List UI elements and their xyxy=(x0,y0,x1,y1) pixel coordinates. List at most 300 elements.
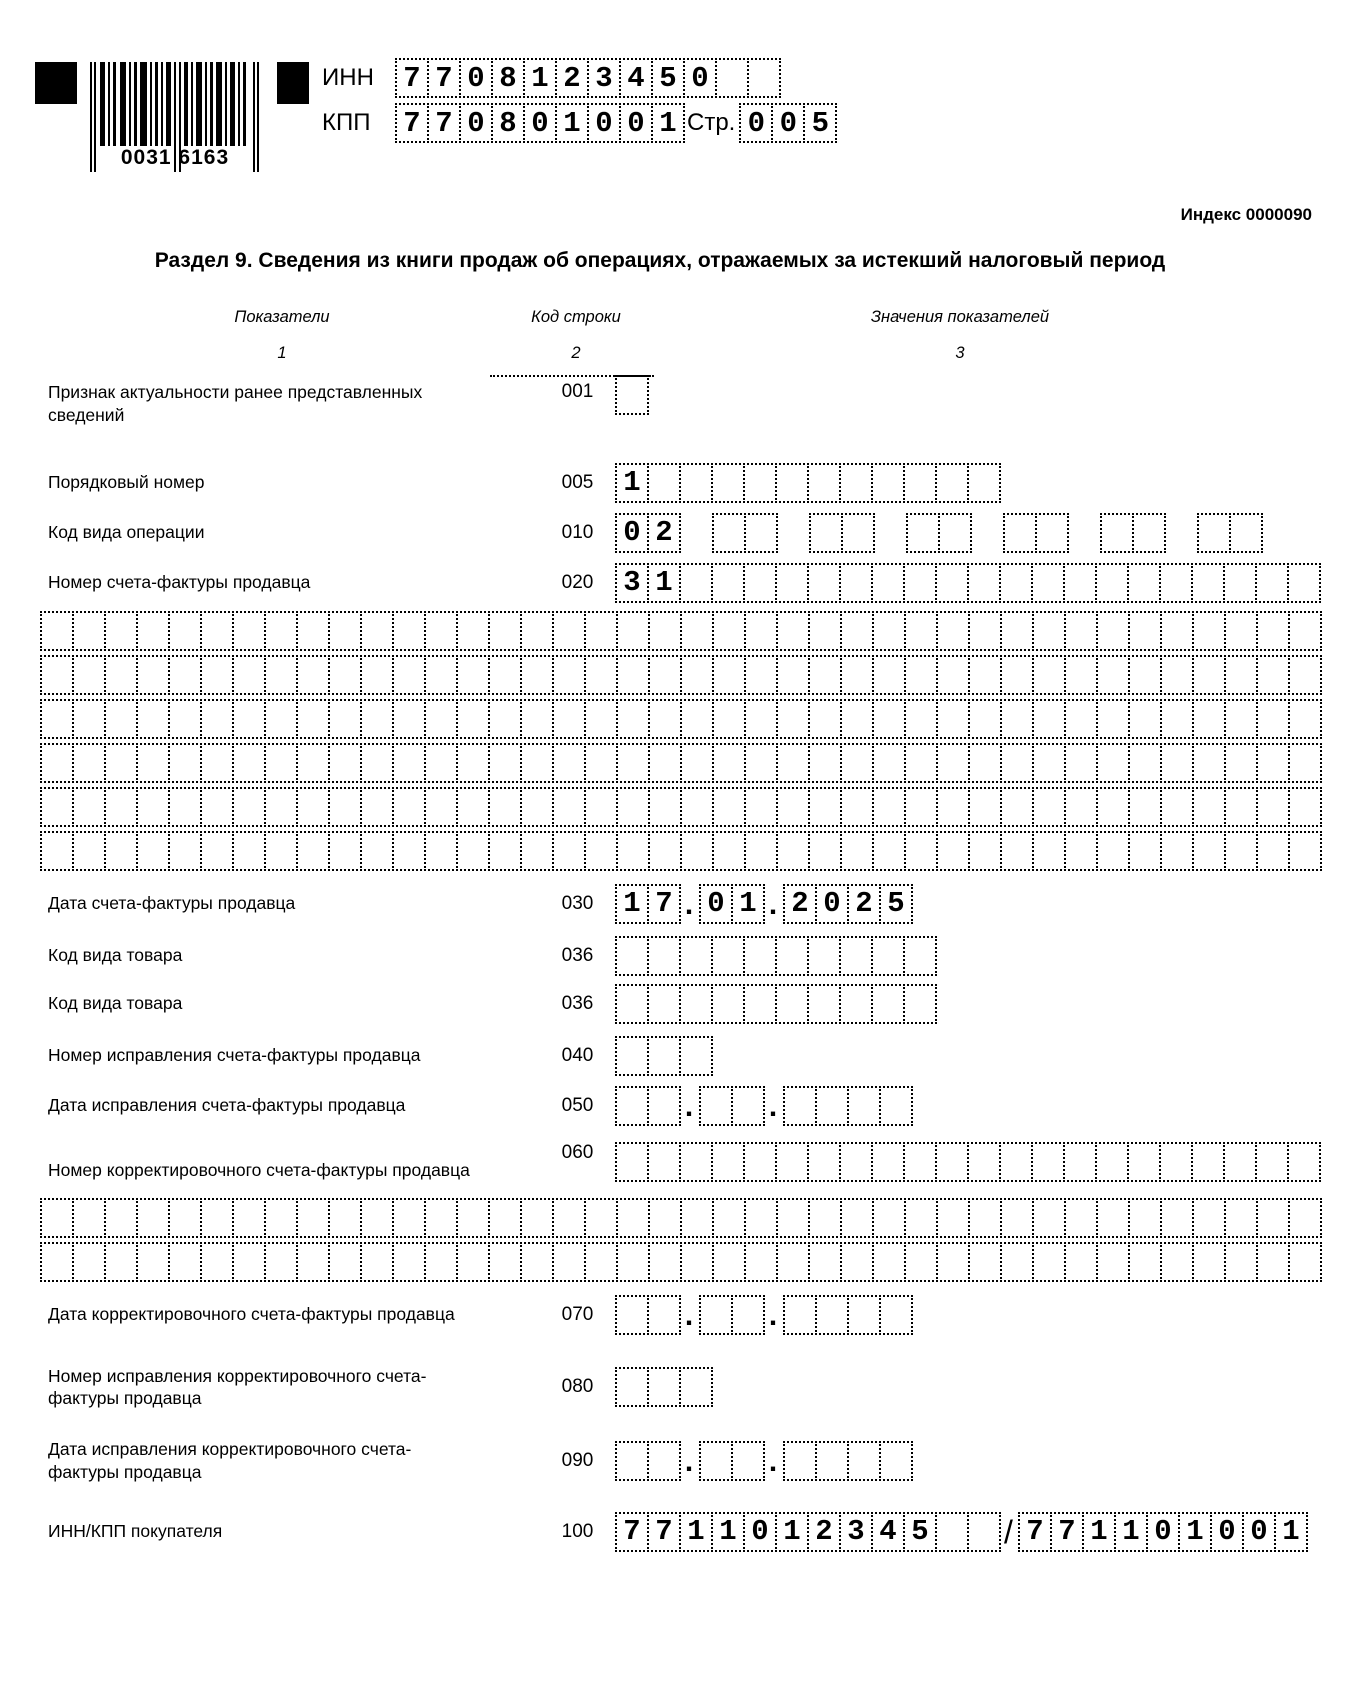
form-body xyxy=(40,375,1322,1562)
digit-cell xyxy=(616,743,650,783)
field-label: Номер исправления счета-фактуры продавца xyxy=(48,1045,421,1066)
digit-cell xyxy=(168,1198,202,1238)
digit-cell: 0 xyxy=(619,103,653,143)
digit-cell xyxy=(168,611,202,651)
digit-cell xyxy=(871,936,905,976)
digit-cell: 7 xyxy=(647,1512,681,1552)
col-2-number: 2 xyxy=(571,344,581,362)
cell-group xyxy=(40,655,1320,695)
digit-cell xyxy=(456,1242,490,1282)
digit-cell xyxy=(1000,655,1034,695)
col-values-label: Значения показателей xyxy=(870,308,1050,326)
digit-cell xyxy=(392,787,426,827)
digit-cell xyxy=(699,1441,733,1481)
digit-cell xyxy=(104,787,138,827)
digit-cell xyxy=(136,1198,170,1238)
digit-cell xyxy=(1128,1242,1162,1282)
digit-cell xyxy=(200,831,234,871)
digit-cell xyxy=(1288,655,1322,695)
field-label: Дата счета-фактуры продавца xyxy=(48,893,296,914)
row-005-ordinal-number xyxy=(40,463,1322,503)
digit-cell xyxy=(40,1242,74,1282)
digit-cell xyxy=(872,1242,906,1282)
page-number-cells xyxy=(739,103,835,143)
digit-cell xyxy=(104,1242,138,1282)
field-036-cells xyxy=(615,936,1322,976)
cell-group xyxy=(783,1086,911,1126)
digit-cell xyxy=(872,611,906,651)
digit-cell xyxy=(232,743,266,783)
digit-cell xyxy=(40,1198,74,1238)
line-code: 030 xyxy=(561,892,594,914)
digit-cell xyxy=(1063,1142,1097,1182)
digit-cell xyxy=(775,563,809,603)
digit-cell xyxy=(936,1242,970,1282)
digit-cell: 7 xyxy=(427,103,461,143)
digit-cell xyxy=(936,743,970,783)
digit-cell xyxy=(647,1036,681,1076)
digit-cell xyxy=(744,655,778,695)
digit-cell xyxy=(712,513,746,553)
digit-cell xyxy=(712,831,746,871)
cell-group xyxy=(395,103,683,143)
digit-cell xyxy=(744,787,778,827)
line-code: 070 xyxy=(561,1303,594,1325)
digit-cell xyxy=(1256,1242,1290,1282)
digit-cell xyxy=(392,611,426,651)
line-code: 050 xyxy=(561,1094,594,1116)
digit-cell xyxy=(968,655,1002,695)
digit-cell xyxy=(1063,563,1097,603)
cell-group xyxy=(615,1367,711,1407)
digit-cell xyxy=(1132,513,1166,553)
digit-cell xyxy=(72,1242,106,1282)
digit-cell xyxy=(328,831,362,871)
digit-cell xyxy=(808,699,842,739)
col-values xyxy=(810,308,1110,363)
digit-cell xyxy=(1197,513,1231,553)
col-line-code-label: Код строки xyxy=(531,308,621,326)
digit-cell xyxy=(584,699,618,739)
digit-cell xyxy=(679,1142,713,1182)
digit-cell xyxy=(616,655,650,695)
digit-cell xyxy=(104,1198,138,1238)
digit-cell xyxy=(488,655,522,695)
digit-cell xyxy=(424,1198,458,1238)
digit-cell xyxy=(647,984,681,1024)
digit-cell xyxy=(776,787,810,827)
cell-group xyxy=(783,1295,911,1335)
date-separator-dot: . xyxy=(679,889,698,924)
digit-cell xyxy=(744,1198,778,1238)
digit-cell xyxy=(808,743,842,783)
digit-cell: 7 xyxy=(395,58,429,98)
digit-cell xyxy=(615,1295,649,1335)
digit-cell xyxy=(328,787,362,827)
digit-cell xyxy=(648,699,682,739)
digit-cell: 2 xyxy=(807,1512,841,1552)
digit-cell xyxy=(1000,787,1034,827)
digit-cell xyxy=(999,563,1033,603)
digit-cell: 5 xyxy=(879,884,913,924)
digit-cell: 0 xyxy=(743,1512,777,1552)
cell-group xyxy=(615,984,935,1024)
digit-cell: 1 xyxy=(775,1512,809,1552)
digit-cell xyxy=(520,611,554,651)
digit-cell xyxy=(488,1242,522,1282)
digit-cell xyxy=(392,831,426,871)
digit-cell xyxy=(615,1441,649,1481)
digit-cell: 3 xyxy=(615,563,649,603)
digit-cell xyxy=(1224,1242,1258,1282)
cell-group xyxy=(906,513,970,553)
digit-cell xyxy=(839,463,873,503)
digit-cell xyxy=(136,743,170,783)
digit-cell xyxy=(680,699,714,739)
cell-group xyxy=(615,513,679,553)
digit-cell xyxy=(648,743,682,783)
digit-cell: 5 xyxy=(651,58,685,98)
digit-cell xyxy=(808,831,842,871)
digit-cell xyxy=(1128,1198,1162,1238)
digit-cell xyxy=(904,699,938,739)
digit-cell xyxy=(776,743,810,783)
field-label: Код вида операции xyxy=(48,522,205,543)
digit-cell xyxy=(935,463,969,503)
digit-cell xyxy=(647,1086,681,1126)
digit-cell: 0 xyxy=(1146,1512,1180,1552)
digit-cell xyxy=(296,743,330,783)
digit-cell xyxy=(776,1242,810,1282)
line-code: 100 xyxy=(561,1520,594,1542)
anchor-square-left xyxy=(35,62,77,104)
digit-cell xyxy=(552,743,586,783)
field-080-cells xyxy=(615,1367,1322,1407)
digit-cell xyxy=(680,1198,714,1238)
digit-cell xyxy=(296,655,330,695)
digit-cell xyxy=(903,984,937,1024)
digit-cell xyxy=(840,787,874,827)
digit-cell xyxy=(968,787,1002,827)
digit-cell xyxy=(615,1142,649,1182)
digit-cell: 0 xyxy=(459,103,493,143)
buyer-kpp-cells xyxy=(1018,1512,1306,1552)
digit-cell xyxy=(936,787,970,827)
cell-group xyxy=(699,1295,763,1335)
digit-cell xyxy=(40,831,74,871)
digit-cell xyxy=(392,1198,426,1238)
digit-cell xyxy=(584,655,618,695)
digit-cell xyxy=(456,787,490,827)
digit-cell xyxy=(1256,1198,1290,1238)
digit-cell xyxy=(552,655,586,695)
digit-cell xyxy=(264,787,298,827)
digit-cell xyxy=(264,655,298,695)
digit-cell xyxy=(776,655,810,695)
digit-cell: 1 xyxy=(615,884,649,924)
digit-cell xyxy=(104,831,138,871)
digit-cell: 2 xyxy=(555,58,589,98)
field-label: Номер корректировочного счета-фактуры продавца xyxy=(48,1159,470,1180)
digit-cell xyxy=(520,1198,554,1238)
digit-cell xyxy=(200,743,234,783)
barcode-digits: 0031 6163 xyxy=(120,146,230,169)
digit-cell xyxy=(808,787,842,827)
digit-cell: 5 xyxy=(803,103,837,143)
date-separator-dot: . xyxy=(763,889,782,924)
digit-cell xyxy=(232,831,266,871)
digit-cell xyxy=(879,1086,913,1126)
digit-cell xyxy=(488,743,522,783)
digit-cell xyxy=(731,1295,765,1335)
digit-cell xyxy=(872,1198,906,1238)
digit-cell xyxy=(648,1198,682,1238)
digit-cell xyxy=(879,1441,913,1481)
digit-cell xyxy=(935,1512,969,1552)
digit-cell xyxy=(1256,787,1290,827)
cell-group xyxy=(615,1142,1319,1182)
digit-cell xyxy=(839,563,873,603)
digit-cell xyxy=(296,1242,330,1282)
digit-cell xyxy=(1000,611,1034,651)
field-100-value xyxy=(615,1512,1322,1552)
digit-cell xyxy=(488,831,522,871)
digit-cell xyxy=(424,699,458,739)
digit-cell xyxy=(552,787,586,827)
empty-continuation-row xyxy=(40,743,1322,783)
field-label: Признак актуальности ранее представленных сведений xyxy=(48,382,423,425)
digit-cell xyxy=(1032,743,1066,783)
cell-group xyxy=(615,1441,679,1481)
field-label: Номер счета-фактуры продавца xyxy=(48,572,311,593)
digit-cell xyxy=(904,611,938,651)
digit-cell xyxy=(1224,831,1258,871)
digit-cell xyxy=(776,699,810,739)
digit-cell xyxy=(711,563,745,603)
digit-cell xyxy=(1096,743,1130,783)
digit-cell xyxy=(967,463,1001,503)
digit-cell xyxy=(775,984,809,1024)
cell-group xyxy=(712,513,776,553)
date-separator-dot: . xyxy=(763,1300,782,1335)
digit-cell xyxy=(968,611,1002,651)
digit-cell: 1 xyxy=(731,884,765,924)
digit-cell xyxy=(1288,699,1322,739)
cell-group xyxy=(1003,513,1067,553)
digit-cell xyxy=(815,1086,849,1126)
digit-cell xyxy=(615,936,649,976)
digit-cell xyxy=(200,655,234,695)
digit-cell xyxy=(520,699,554,739)
digit-cell xyxy=(584,787,618,827)
digit-cell xyxy=(616,1242,650,1282)
digit-cell xyxy=(879,1295,913,1335)
digit-cell xyxy=(743,463,777,503)
digit-cell xyxy=(815,1295,849,1335)
digit-cell xyxy=(1064,1198,1098,1238)
digit-cell xyxy=(328,743,362,783)
digit-cell xyxy=(783,1295,817,1335)
digit-cell xyxy=(808,611,842,651)
digit-cell xyxy=(1224,699,1258,739)
digit-cell xyxy=(40,611,74,651)
digit-cell xyxy=(743,984,777,1024)
digit-cell xyxy=(776,831,810,871)
digit-cell xyxy=(1096,611,1130,651)
field-label: Дата корректировочного счета-фактуры продавца xyxy=(48,1304,455,1325)
digit-cell xyxy=(1160,1242,1194,1282)
line-code: 001 xyxy=(561,381,594,402)
digit-cell xyxy=(72,787,106,827)
digit-cell: 7 xyxy=(395,103,429,143)
digit-cell xyxy=(392,743,426,783)
digit-cell xyxy=(168,655,202,695)
empty-continuation-row xyxy=(40,699,1322,739)
digit-cell xyxy=(648,831,682,871)
digit-cell: 0 xyxy=(523,103,557,143)
digit-cell xyxy=(775,1142,809,1182)
field-001-cells xyxy=(615,375,1322,415)
digit-cell: 8 xyxy=(491,103,525,143)
inn-label: ИНН xyxy=(322,64,374,91)
digit-cell xyxy=(968,831,1002,871)
digit-cell xyxy=(1256,699,1290,739)
cell-group xyxy=(40,831,1320,871)
digit-cell xyxy=(1256,743,1290,783)
row-050-invoice-correction-date xyxy=(40,1086,1322,1126)
cell-group xyxy=(783,1441,911,1481)
digit-cell xyxy=(232,611,266,651)
digit-cell xyxy=(1287,1142,1321,1182)
digit-cell xyxy=(1096,699,1130,739)
digit-cell xyxy=(1223,563,1257,603)
digit-cell xyxy=(1192,831,1226,871)
digit-cell xyxy=(615,984,649,1024)
digit-cell xyxy=(840,1242,874,1282)
digit-cell xyxy=(647,936,681,976)
field-050-cells xyxy=(615,1086,1322,1126)
digit-cell xyxy=(296,611,330,651)
col-3-number: 3 xyxy=(955,344,965,362)
digit-cell xyxy=(1224,787,1258,827)
digit-cell xyxy=(392,1242,426,1282)
digit-cell xyxy=(200,699,234,739)
digit-cell xyxy=(360,787,394,827)
digit-cell xyxy=(1192,699,1226,739)
digit-cell xyxy=(807,463,841,503)
digit-cell xyxy=(1096,831,1130,871)
digit-cell xyxy=(775,463,809,503)
row-030-seller-invoice-date xyxy=(40,884,1322,924)
digit-cell xyxy=(1256,611,1290,651)
digit-cell xyxy=(699,1295,733,1335)
date-separator-dot: . xyxy=(763,1446,782,1481)
row-060-adjustment-invoice-number xyxy=(40,1142,1322,1182)
section-title: Раздел 9. Сведения из книги продаж об операциях, отражаемых за истекший налоговый период xyxy=(154,249,1166,272)
digit-cell xyxy=(1288,787,1322,827)
digit-cell xyxy=(200,1198,234,1238)
digit-cell xyxy=(1191,1142,1225,1182)
digit-cell xyxy=(72,1198,106,1238)
digit-cell xyxy=(712,655,746,695)
inn-row xyxy=(322,58,779,98)
cell-group xyxy=(40,1242,1320,1282)
digit-cell xyxy=(743,563,777,603)
digit-cell xyxy=(104,611,138,651)
digit-cell xyxy=(744,831,778,871)
digit-cell xyxy=(328,655,362,695)
cell-group xyxy=(40,787,1320,827)
date-separator-dot: . xyxy=(679,1300,698,1335)
field-040-cells xyxy=(615,1036,1322,1076)
digit-cell xyxy=(200,611,234,651)
digit-cell xyxy=(1192,655,1226,695)
cell-group xyxy=(783,884,911,924)
digit-cell xyxy=(808,1242,842,1282)
digit-cell: 1 xyxy=(647,563,681,603)
digit-cell xyxy=(615,375,649,415)
digit-cell xyxy=(1160,699,1194,739)
digit-cell: 1 xyxy=(679,1512,713,1552)
row-020-seller-invoice-number xyxy=(40,563,1322,603)
digit-cell xyxy=(232,655,266,695)
digit-cell xyxy=(1032,1242,1066,1282)
digit-cell xyxy=(679,563,713,603)
digit-cell xyxy=(807,1142,841,1182)
digit-cell xyxy=(1192,743,1226,783)
digit-cell: 0 xyxy=(1242,1512,1276,1552)
kpp-label: КПП xyxy=(322,109,371,136)
digit-cell xyxy=(679,463,713,503)
digit-cell xyxy=(903,563,937,603)
digit-cell xyxy=(1064,611,1098,651)
digit-cell xyxy=(712,611,746,651)
digit-cell: 7 xyxy=(427,58,461,98)
digit-cell xyxy=(616,611,650,651)
digit-cell xyxy=(1000,831,1034,871)
digit-cell xyxy=(1288,611,1322,651)
digit-cell xyxy=(1064,743,1098,783)
digit-cell xyxy=(1160,831,1194,871)
digit-cell xyxy=(968,699,1002,739)
digit-cell xyxy=(847,1086,881,1126)
digit-cell xyxy=(1096,655,1130,695)
digit-cell xyxy=(1192,787,1226,827)
digit-cell xyxy=(1256,831,1290,871)
digit-cell xyxy=(872,743,906,783)
digit-cell xyxy=(72,655,106,695)
digit-cell xyxy=(360,699,394,739)
empty-continuation-row xyxy=(40,655,1322,695)
digit-cell xyxy=(1064,655,1098,695)
digit-cell xyxy=(1229,513,1263,553)
digit-cell xyxy=(743,1142,777,1182)
digit-cell: 1 xyxy=(711,1512,745,1552)
digit-cell xyxy=(1095,563,1129,603)
digit-cell: 0 xyxy=(459,58,493,98)
col-line-code xyxy=(476,308,676,363)
digit-cell xyxy=(807,984,841,1024)
digit-cell xyxy=(456,743,490,783)
digit-cell xyxy=(520,655,554,695)
digit-cell: 0 xyxy=(739,103,773,143)
digit-cell xyxy=(232,787,266,827)
digit-cell xyxy=(136,1242,170,1282)
digit-cell: 1 xyxy=(651,103,685,143)
digit-cell xyxy=(296,831,330,871)
digit-cell xyxy=(840,611,874,651)
line-code: 036 xyxy=(561,992,594,1014)
